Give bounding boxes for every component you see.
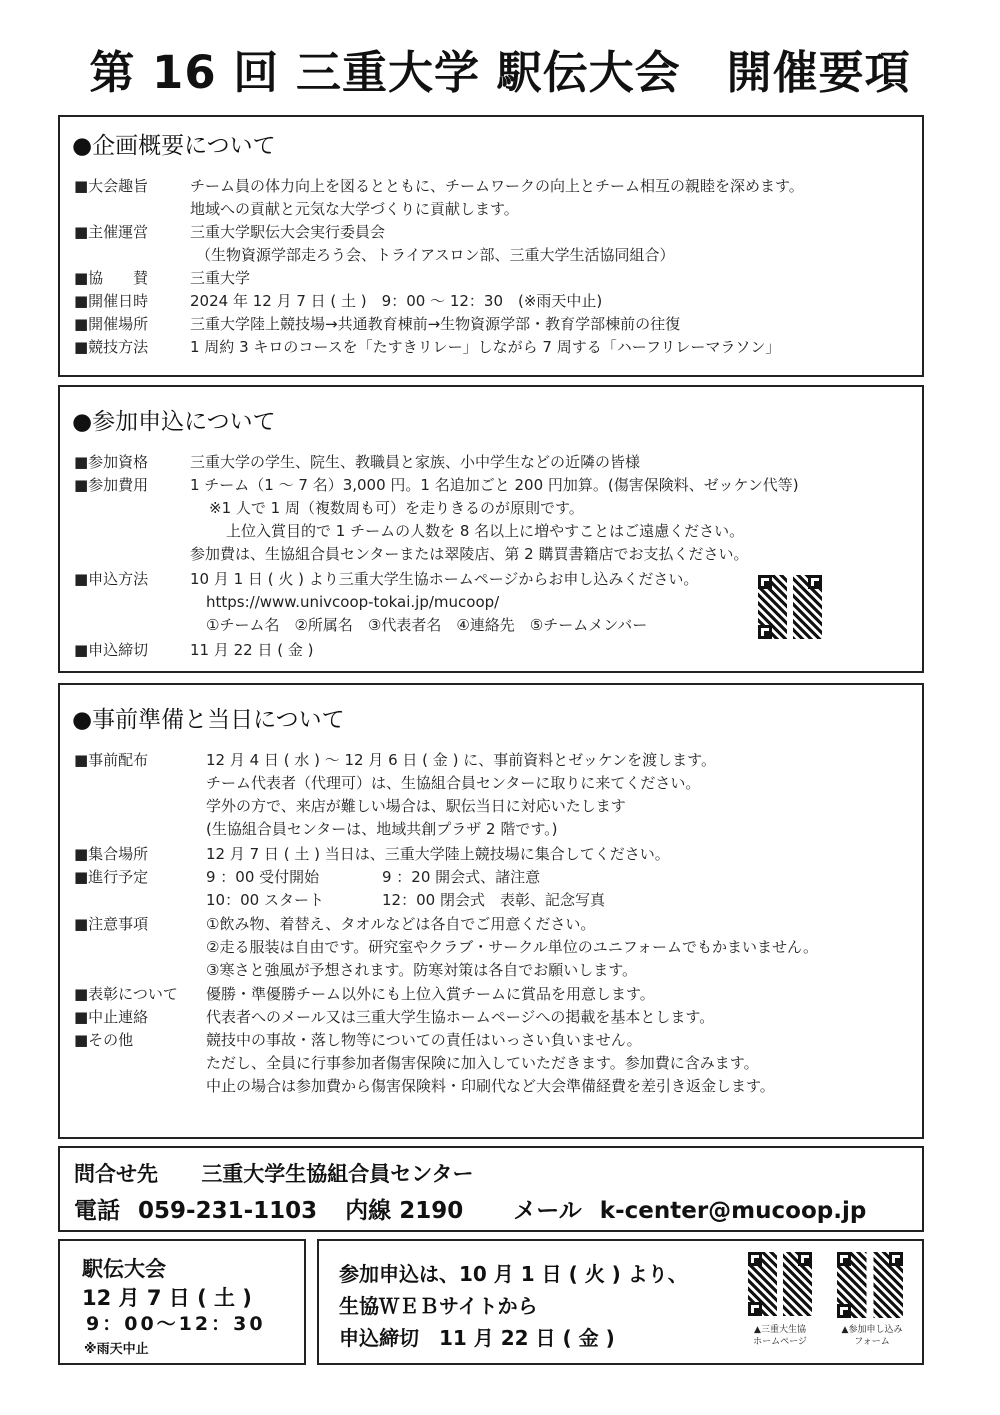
row-value: 1 周約 3 キロのコースを「たすきリレー」しながら 7 周する「ハーフリレーマラソン」: [190, 338, 781, 356]
row-label: ■申込方法: [74, 570, 149, 588]
other-line: 中止の場合は参加費から傷害保険料・印刷代など大会準備経費を差引き返金します。: [206, 1077, 775, 1095]
section-heading: ●企画概要について: [72, 133, 276, 159]
row-label: ■競技方法: [74, 338, 149, 356]
row-label: ■中止連絡: [74, 1008, 149, 1026]
section-heading: ●参加申込について: [72, 409, 276, 435]
event-time: 9：00～12：30: [86, 1313, 266, 1335]
other-line: 競技中の事故・落し物等についての責任はいっさい負いません。: [206, 1031, 642, 1049]
meeting-place: 12 月 7 日 ( 土 ) 当日は、三重大学陸上競技場に集合してください。: [206, 845, 670, 863]
application-url[interactable]: https://www.univcoop-tokai.jp/mucoop/: [206, 593, 500, 611]
schedule-item: 12：00 閉会式 表彰、記念写真: [382, 891, 605, 909]
page-title: 第 16 回 三重大学 駅伝大会 開催要項: [89, 46, 911, 99]
distribution-line: 学外の方で、来店が難しい場合は、駅伝当日に対応いたします: [206, 797, 626, 815]
section-preparation: [58, 683, 924, 1139]
method-text: 10 月 1 日 ( 火 ) より三重大学生協ホームページからお申し込みください。: [190, 570, 699, 588]
distribution-line: 12 月 4 日 ( 水 ) ～ 12 月 6 日 ( 金 ) に、事前資料とゼッケンを渡します。: [206, 751, 716, 769]
row-label: ■開催場所: [74, 315, 149, 333]
distribution-line: (生協組合員センターは、地域共創プラザ 2 階です。): [206, 820, 558, 838]
note-item: ②走る服装は自由です。研究室やクラブ・サークル単位のユニフォームでもかまいません。: [206, 938, 818, 956]
row-value: 三重大学: [190, 269, 251, 287]
ext-label: 内線: [345, 1198, 392, 1224]
application-notice-box: [317, 1239, 924, 1365]
row-label: ■参加資格: [74, 453, 149, 471]
fee-payment: 参加費は、生協組合員センターまたは翠陵店、第 2 購買書籍店でお支払ください。: [190, 545, 749, 563]
schedule-item: 9 ：00 受付開始: [206, 868, 320, 886]
fee-note: ※1 人で 1 周（複数周も可）を走りきるのが原則です。: [209, 499, 584, 517]
row-value: 地域への貢献と元気な大学づくりに貢献します。: [190, 200, 519, 218]
event-summary-box: [58, 1239, 306, 1365]
qr-caption: ホームページ: [753, 1337, 807, 1347]
row-label: ■事前配布: [74, 751, 149, 769]
contact-box: [58, 1146, 924, 1232]
section-heading: ●事前準備と当日について: [72, 707, 345, 733]
deadline-text: 11 月 22 日 ( 金 ): [190, 641, 314, 659]
row-value: 三重大学陸上競技場→共通教育棟前→生物資源学部・教育学部棟前の往復: [190, 315, 681, 333]
row-label: ■主催運営: [74, 223, 149, 241]
section-overview: [58, 115, 924, 377]
notice-line: 参加申込は、10 月 1 日 ( 火 ) より、: [339, 1262, 688, 1286]
qr-code-icon[interactable]: [837, 1252, 903, 1318]
fee-text: 1 チーム（1 ～ 7 名）3,000 円。1 名追加ごと 200 円加算。(傷害保険料、ゼッケン代等): [190, 476, 799, 494]
row-label: ■参加費用: [74, 476, 149, 494]
row-label: ■表彰について: [74, 985, 178, 1003]
mail-label: メール: [513, 1198, 582, 1224]
award-text: 優勝・準優勝チーム以外にも上位入賞チームに賞品を用意します。: [206, 985, 655, 1003]
row-label: ■注意事項: [74, 915, 149, 933]
row-label: ■その他: [74, 1031, 134, 1049]
notice-line: 生協ＷＥＢサイトから: [339, 1294, 538, 1318]
event-date: 12 月 7 日 ( 土 ): [82, 1286, 252, 1310]
row-value: 2024 年 12 月 7 日 ( 土 ) 9：00 ～ 12：30 (※雨天中止): [190, 292, 603, 310]
row-label: ■集合場所: [74, 845, 149, 863]
qr-code-icon[interactable]: [758, 575, 822, 639]
row-value: （生物資源学部走ろう会、トライアスロン部、三重大学生活協同組合）: [196, 246, 675, 264]
row-value: 三重大学駅伝大会実行委員会: [190, 223, 386, 241]
rain-note: ※雨天中止: [84, 1342, 149, 1357]
mail-address[interactable]: k-center@mucoop.jp: [599, 1198, 867, 1224]
qr-caption: フォーム: [854, 1337, 890, 1347]
note-item: ①飲み物、着替え、タオルなどは各自でご用意ください。: [206, 915, 596, 933]
qr-code-icon[interactable]: [748, 1252, 812, 1316]
contact-org: 三重大学生協組合員センター: [201, 1162, 474, 1186]
contact-label: 問合せ先: [74, 1162, 158, 1186]
event-name: 駅伝大会: [82, 1257, 166, 1281]
ext-number: 2190: [399, 1198, 464, 1224]
row-label: ■開催日時: [74, 292, 149, 310]
tel-label: 電話: [74, 1198, 120, 1224]
qr-caption: ▲参加申し込み: [841, 1325, 903, 1335]
note-item: ③寒さと強風が予想されます。防寒対策は各自でお願いします。: [206, 961, 638, 979]
distribution-line: チーム代表者（代理可）は、生協組合員センターに取りに来てください。: [206, 774, 701, 792]
row-label: ■協 賛: [74, 269, 149, 287]
row-label: ■申込締切: [74, 641, 149, 659]
schedule-item: 9 ：20 開会式、諸注意: [382, 868, 541, 886]
qr-caption: ▲三重大生協: [754, 1325, 806, 1335]
row-label: ■進行予定: [74, 868, 149, 886]
schedule-item: 10：00 スタート: [206, 891, 324, 909]
tel-number[interactable]: 059-231-1103: [138, 1198, 318, 1224]
section-application: [58, 385, 924, 673]
row-label: ■大会趣旨: [74, 177, 149, 195]
row-value: チーム員の体力向上を図るとともに、チームワークの向上とチーム相互の親睦を深めます。: [190, 177, 804, 195]
application-items: ①チーム名 ②所属名 ③代表者名 ④連絡先 ⑤チームメンバー: [206, 616, 648, 634]
other-line: ただし、全員に行事参加者傷害保険に加入していただきます。参加費に含みます。: [206, 1054, 759, 1072]
qualification-text: 三重大学の学生、院生、教職員と家族、小中学生などの近隣の皆様: [190, 453, 641, 471]
cancel-text: 代表者へのメール又は三重大学生協ホームページへの掲載を基本とします。: [206, 1008, 715, 1026]
fee-note: 上位入賞目的で 1 チームの人数を 8 名以上に増やすことはご遠慮ください。: [226, 522, 745, 540]
notice-line: 申込締切 11 月 22 日 ( 金 ): [339, 1326, 615, 1350]
